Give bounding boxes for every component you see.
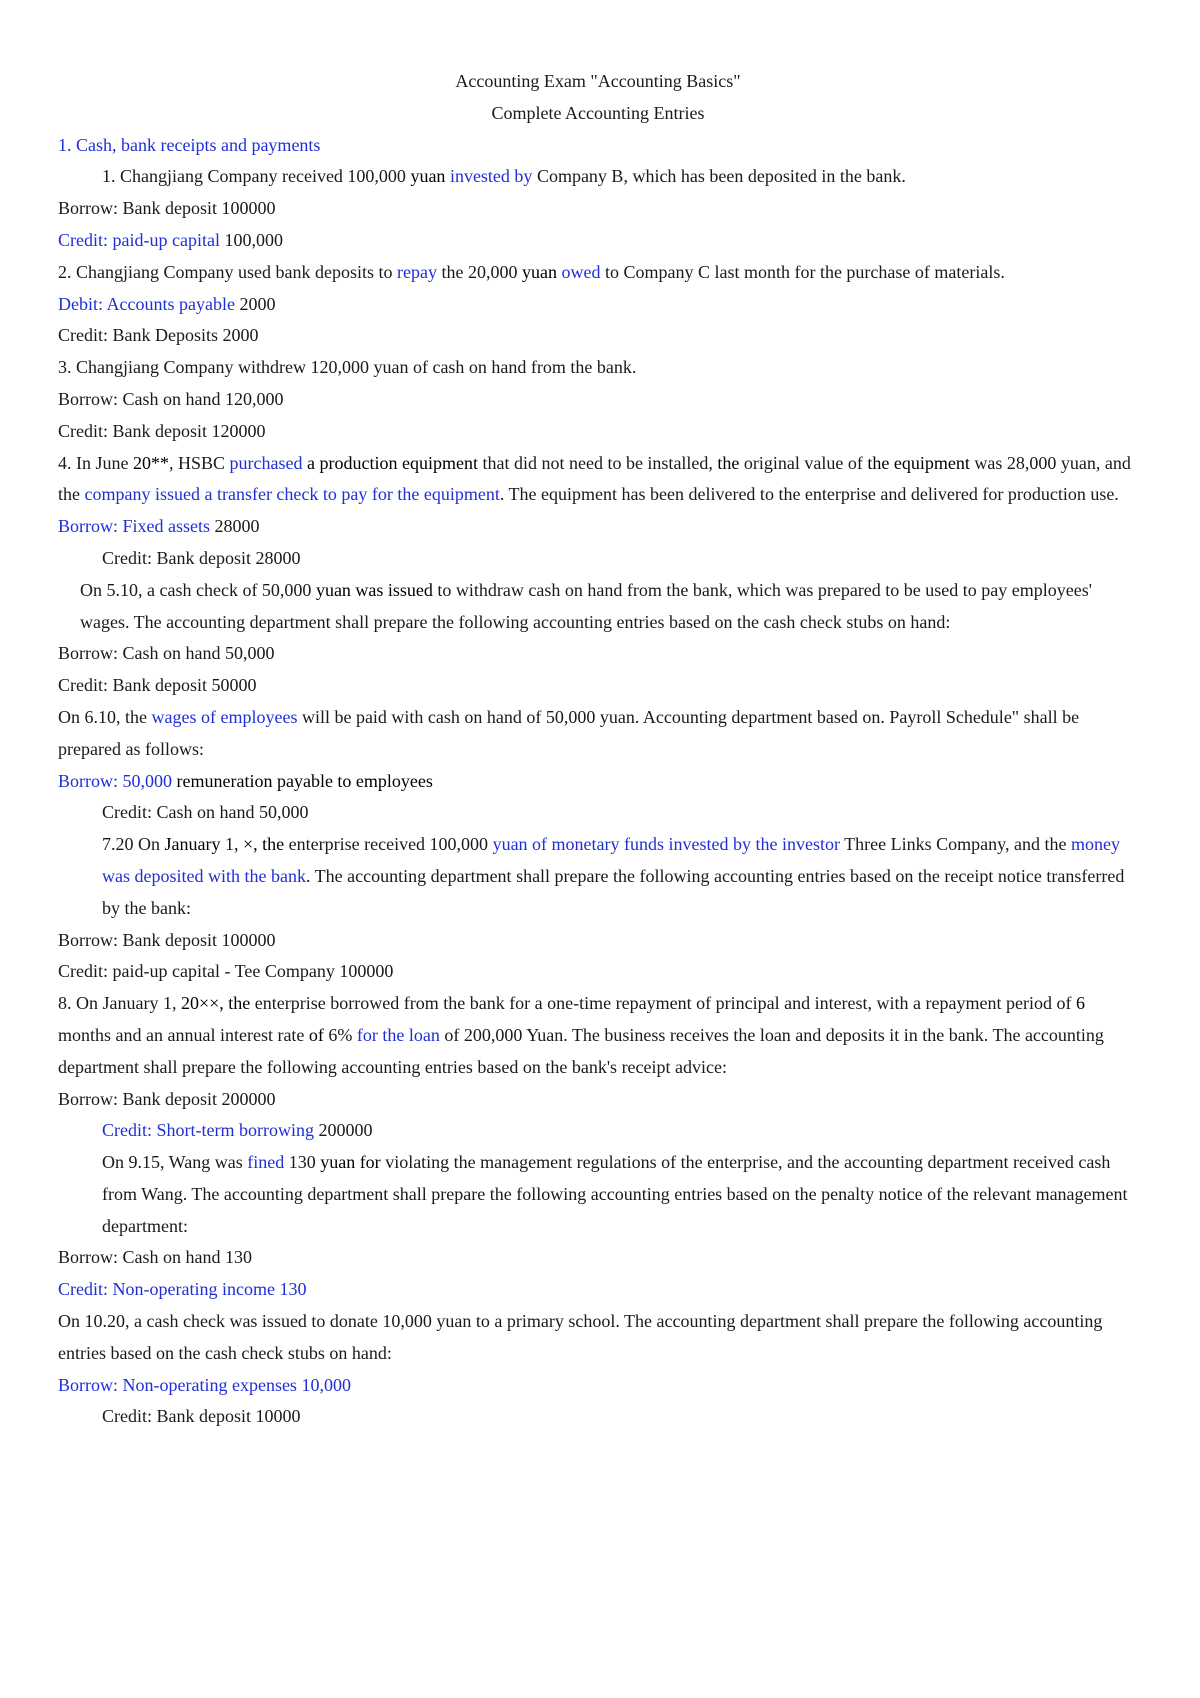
text-segment: 7.20 On — [102, 834, 165, 855]
highlighted-text: Credit: Non-operating income 130 — [58, 1279, 307, 1300]
text-line — [58, 352, 1138, 384]
text-segment: enterprise received 100,000 — [284, 834, 493, 855]
text-segment: On 5.10, a cash check of 50,000 — [80, 579, 316, 600]
text-segment: the — [717, 452, 740, 473]
text-line — [58, 988, 1138, 1083]
text-segment: Credit: Bank deposit 50000 — [58, 675, 257, 696]
highlighted-text: company issued a transfer check to pay for the equipment — [84, 484, 500, 505]
text-segment: Credit: paid-up capital - Tee Company 100000 — [58, 961, 394, 982]
text-segment: yuan — [521, 261, 562, 282]
text-segment: 200000 — [313, 1120, 373, 1141]
highlighted-text: purchased — [229, 452, 303, 473]
text-segment: 6% — [323, 1024, 357, 1045]
text-segment: was 28,000 yuan, and the — [58, 452, 1131, 505]
highlighted-text: Borrow: Non-operating expenses 10,000 — [58, 1374, 351, 1395]
text-segment: . The equipment has been delivered to the enterprise and delivered for production use. — [499, 484, 1119, 505]
text-segment: the equipment — [867, 452, 970, 473]
text-segment: 3. Changjiang Company withdrew 120,000 yuan of cash on hand from the bank. — [58, 357, 637, 378]
text-segment: enterprise borrowed from the bank for a one-time repayment of principal and interest, with a repayment period of — [250, 993, 1076, 1014]
text-segment: 28000 — [210, 516, 260, 537]
text-segment: Credit: Bank Deposits 2000 — [58, 325, 259, 346]
text-line — [58, 130, 1138, 162]
text-segment: 6 — [1075, 993, 1085, 1014]
text-segment: 20** — [133, 452, 169, 473]
text-segment: yuan — [410, 166, 450, 187]
text-segment: Borrow: Bank deposit 100000 — [58, 198, 276, 219]
text-line — [58, 766, 1138, 798]
text-line — [58, 1274, 1138, 1306]
document-title: Accounting Exam "Accounting Basics" — [455, 71, 741, 91]
text-segment: yuan was issued — [315, 579, 433, 600]
text-segment: months and an annual interest rate — [58, 1024, 309, 1045]
text-segment: Credit: Bank deposit 28000 — [102, 547, 301, 568]
text-segment: 2. Changjiang Company used bank deposits to — [58, 261, 397, 282]
text-segment: 2000 — [234, 293, 276, 314]
text-line — [58, 925, 1138, 957]
text-segment: Borrow: Bank deposit 100000 — [58, 929, 276, 950]
highlighted-text: money was deposited with the bank — [102, 834, 1120, 886]
text-segment: 100,000 — [219, 229, 283, 250]
highlighted-text: Borrow: 50,000 — [58, 770, 172, 791]
highlighted-text: Credit: paid-up capital — [58, 229, 220, 250]
text-segment: Borrow: Cash on hand 120,000 — [58, 388, 284, 409]
text-segment: that did not need to be installed, — [477, 452, 718, 473]
text-line — [58, 289, 1138, 321]
text-segment: Borrow: Bank deposit 200000 — [58, 1088, 276, 1109]
text-segment: a production equipment — [307, 452, 478, 473]
highlighted-text: yuan of monetary funds invested by the investor — [492, 834, 840, 855]
text-segment: original value of — [739, 452, 868, 473]
text-segment: Borrow: Cash on hand 50,000 — [58, 643, 275, 664]
text-line — [58, 320, 1138, 352]
text-line — [58, 956, 1138, 988]
text-segment: Three Links Company, and the — [840, 834, 1071, 855]
text-segment: 8. On January 1, — [58, 993, 181, 1014]
highlighted-text: Debit: Accounts payable — [58, 293, 235, 314]
text-line — [58, 1401, 1138, 1433]
text-segment: Company B, which has been deposited in the bank. — [532, 166, 906, 187]
text-line — [58, 797, 1138, 829]
highlighted-text: owed — [561, 261, 601, 282]
text-line — [58, 543, 1138, 575]
text-segment: to withdraw cash on hand from the bank, which was prepared to be used to pay employees' wages. The accounting department shall prepare the following accounting entries based on the cash check stubs on hand: — [80, 579, 1092, 632]
text-segment: to Company C last month for the purchase of materials. — [600, 261, 1005, 282]
text-segment: January — [164, 834, 221, 855]
text-line — [58, 416, 1138, 448]
highlighted-text: Credit: Short-term borrowing — [102, 1120, 314, 1141]
text-segment: of — [308, 1024, 324, 1045]
text-line — [58, 1242, 1138, 1274]
text-segment: On 9.15, Wang was — [102, 1152, 248, 1173]
text-line — [58, 384, 1138, 416]
text-line — [58, 257, 1138, 289]
text-segment: , HSBC — [169, 452, 230, 473]
highlighted-text: invested by — [449, 166, 533, 187]
text-line — [58, 702, 1138, 766]
highlighted-text: fined — [247, 1152, 285, 1173]
text-segment: On 6.10, the — [58, 706, 152, 727]
highlighted-text: 1. Cash, bank receipts and payments — [58, 134, 321, 155]
text-segment: of 200,000 Yuan. The business receives the loan and deposits it in the bank. The accounting department shall prepare the following accounting entries based on the bank's receipt advice: — [58, 1024, 1104, 1077]
text-segment: 4. In June — [58, 452, 133, 473]
text-segment: yuan for — [320, 1152, 381, 1173]
text-line — [58, 575, 1138, 639]
text-segment: will be paid with cash on hand of 50,000 yuan. Accounting department based on. Payroll Schedule" shall be prepared as follows: — [58, 706, 1080, 759]
text-line — [58, 1115, 1138, 1147]
text-line — [58, 511, 1138, 543]
text-segment: 1. Changjiang Company received 100,000 — [102, 166, 411, 187]
text-segment: remuneration payable to employees — [176, 770, 433, 791]
text-line — [58, 161, 1138, 193]
text-segment: Borrow: Cash on hand 130 — [58, 1247, 252, 1268]
text-segment: the 20,000 — [436, 261, 522, 282]
text-line — [58, 193, 1138, 225]
highlighted-text: wages of employees — [151, 706, 298, 727]
text-segment: On 10.20, a cash check was issued to donate 10,000 yuan to a primary school. The accounting department shall prepare the following accounting entries based on the cash check stubs on hand: — [58, 1311, 1103, 1363]
text-segment: 1, — [220, 834, 243, 855]
text-line — [58, 1370, 1138, 1402]
text-line — [58, 225, 1138, 257]
text-segment: 130 — [284, 1152, 321, 1173]
highlighted-text: repay — [396, 261, 437, 282]
text-segment: violating the management regulations of the enterprise, and the accounting department received cash from Wang. The accounting department shall prepare the following accounting entries based on the penalty notice of the relevant management department: — [102, 1152, 1128, 1236]
text-line — [58, 638, 1138, 670]
text-segment: Credit: Cash on hand 50,000 — [102, 802, 309, 823]
highlighted-text: Borrow: Fixed assets — [58, 516, 210, 537]
document-body — [58, 130, 1138, 1434]
text-segment: ×, the — [242, 834, 285, 855]
text-segment: . The accounting department shall prepare the following accounting entries based on the receipt notice transferred by the bank: — [102, 865, 1125, 918]
text-segment: 20××, the — [180, 993, 251, 1014]
text-line — [58, 829, 1138, 924]
text-line — [58, 448, 1138, 512]
text-line — [58, 1147, 1138, 1242]
text-line — [58, 670, 1138, 702]
text-segment: Credit: Bank deposit 120000 — [58, 420, 266, 441]
text-segment: Credit: Bank deposit 10000 — [102, 1406, 301, 1427]
text-line — [58, 1084, 1138, 1116]
text-line — [58, 1306, 1138, 1370]
highlighted-text: for the loan — [356, 1024, 440, 1045]
document-subtitle: Complete Accounting Entries — [491, 102, 705, 123]
